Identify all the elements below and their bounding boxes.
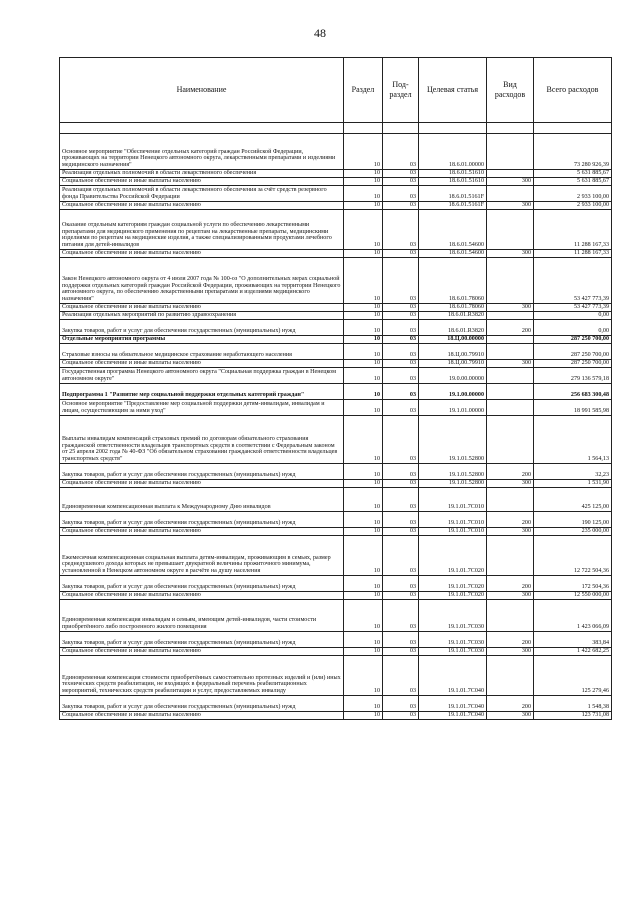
table-row xyxy=(60,592,612,600)
cell-total: 11 288 167,33 xyxy=(534,210,612,250)
cell-total: 12 550 000,00 xyxy=(534,592,612,600)
cell-podrazdel: 03 xyxy=(383,312,419,320)
cell-total: 172 504,36 xyxy=(534,576,612,592)
cell-name: Страховые взносы на обязательное медицинское страхование неработающего населения xyxy=(60,344,344,360)
cell-target-article: 18.6.01.5161F xyxy=(419,186,487,202)
cell-expense-type xyxy=(487,336,534,344)
cell-total: 18 991 585,98 xyxy=(534,400,612,416)
cell-target-article: 18.6.01.R3820 xyxy=(419,320,487,336)
cell-expense-type xyxy=(487,368,534,384)
cell-total: 1 564,13 xyxy=(534,416,612,464)
cell-razdel: 10 xyxy=(344,528,383,536)
table-body xyxy=(60,134,612,720)
cell-razdel: 10 xyxy=(344,480,383,488)
cell-total: 1 423 066,09 xyxy=(534,600,612,632)
cell-target-article: 18.Ц.00.79910 xyxy=(419,360,487,368)
cell-target-article: 19.1.01.7С020 xyxy=(419,576,487,592)
table-row xyxy=(60,632,612,648)
header-row xyxy=(60,58,612,123)
cell-target-article: 18.6.01.54600 xyxy=(419,210,487,250)
cell-expense-type: 200 xyxy=(487,320,534,336)
cell-target-article: 19.1.01.7С040 xyxy=(419,712,487,720)
cell-total: 256 683 300,48 xyxy=(534,384,612,400)
table-row xyxy=(60,400,612,416)
cell-podrazdel: 03 xyxy=(383,512,419,528)
cell-podrazdel: 03 xyxy=(383,304,419,312)
cell-expense-type xyxy=(487,210,534,250)
table-row xyxy=(60,210,612,250)
cell-razdel: 10 xyxy=(344,648,383,656)
cell-name: Социальное обеспечение и иные выплаты населению xyxy=(60,592,344,600)
table-row xyxy=(60,512,612,528)
header-podrazdel: Под- раздел xyxy=(383,58,419,123)
cell-razdel: 10 xyxy=(344,170,383,178)
cell-name: Реализация отдельных полномочий в области лекарственного обеспечения за счёт средств резервного фонда Правительства Российской Федерации xyxy=(60,186,344,202)
header-expense-type: Вид расходов xyxy=(487,58,534,123)
cell-name: Отдельные мероприятия программы xyxy=(60,336,344,344)
cell-expense-type xyxy=(487,258,534,304)
cell-target-article: 19.1.01.7С010 xyxy=(419,528,487,536)
cell-target-article: 18.6.01.78060 xyxy=(419,258,487,304)
cell-podrazdel: 03 xyxy=(383,134,419,170)
cell-expense-type xyxy=(487,186,534,202)
cell-podrazdel: 03 xyxy=(383,696,419,712)
cell-razdel: 10 xyxy=(344,368,383,384)
cell-total: 235 000,00 xyxy=(534,528,612,536)
cell-podrazdel: 03 xyxy=(383,186,419,202)
cell-name: Социальное обеспечение и иные выплаты населению xyxy=(60,648,344,656)
cell-expense-type: 300 xyxy=(487,304,534,312)
cell-target-article: 19.1.01.7С040 xyxy=(419,656,487,696)
header-target-article: Целевая статья xyxy=(419,58,487,123)
table-row xyxy=(60,416,612,464)
cell-razdel: 10 xyxy=(344,210,383,250)
cell-name: Закупка товаров, работ и услуг для обеспечения государственных (муниципальных) нужд xyxy=(60,512,344,528)
cell-podrazdel: 03 xyxy=(383,632,419,648)
cell-target-article: 19.1.01.52800 xyxy=(419,480,487,488)
cell-podrazdel: 03 xyxy=(383,592,419,600)
cell-razdel: 10 xyxy=(344,400,383,416)
cell-expense-type: 200 xyxy=(487,576,534,592)
cell-razdel: 10 xyxy=(344,320,383,336)
cell-podrazdel: 03 xyxy=(383,536,419,576)
cell-total: 279 136 579,18 xyxy=(534,368,612,384)
cell-podrazdel: 03 xyxy=(383,488,419,512)
cell-target-article: 19.1.01.7С010 xyxy=(419,488,487,512)
cell-podrazdel: 03 xyxy=(383,360,419,368)
cell-expense-type: 300 xyxy=(487,250,534,258)
cell-total: 1 548,38 xyxy=(534,696,612,712)
cell-total: 1 422 682,25 xyxy=(534,648,612,656)
cell-target-article: 18.6.01.5161F xyxy=(419,202,487,210)
cell-target-article: 18.6.01.00000 xyxy=(419,134,487,170)
table-row xyxy=(60,528,612,536)
cell-expense-type: 300 xyxy=(487,480,534,488)
cell-target-article: 18.Ц.00.79910 xyxy=(419,344,487,360)
cell-name: Реализация отдельных полномочий в области лекарственного обеспечения xyxy=(60,170,344,178)
cell-podrazdel: 03 xyxy=(383,336,419,344)
cell-target-article: 19.1.01.7С030 xyxy=(419,632,487,648)
cell-podrazdel: 03 xyxy=(383,344,419,360)
cell-expense-type: 200 xyxy=(487,696,534,712)
cell-name: Социальное обеспечение и иные выплаты населению xyxy=(60,304,344,312)
cell-podrazdel: 03 xyxy=(383,258,419,304)
cell-target-article: 18.6.01.51610 xyxy=(419,170,487,178)
cell-razdel: 10 xyxy=(344,592,383,600)
cell-target-article: 19.1.01.7С020 xyxy=(419,592,487,600)
table-row xyxy=(60,250,612,258)
cell-name: Единовременная компенсационная выплата к Международному Дню инвалидов xyxy=(60,488,344,512)
cell-total: 11 288 167,33 xyxy=(534,250,612,258)
cell-expense-type xyxy=(487,344,534,360)
cell-name: Закупка товаров, работ и услуг для обеспечения государственных (муниципальных) нужд xyxy=(60,632,344,648)
cell-podrazdel: 03 xyxy=(383,400,419,416)
cell-target-article: 19.1.01.7С040 xyxy=(419,696,487,712)
table-row xyxy=(60,480,612,488)
table-row xyxy=(60,576,612,592)
cell-razdel: 10 xyxy=(344,344,383,360)
cell-razdel: 10 xyxy=(344,360,383,368)
table-header xyxy=(60,58,612,134)
cell-name: Социальное обеспечение и иные выплаты населению xyxy=(60,250,344,258)
cell-podrazdel: 03 xyxy=(383,648,419,656)
table-row xyxy=(60,368,612,384)
cell-name: Социальное обеспечение и иные выплаты населению xyxy=(60,712,344,720)
cell-expense-type xyxy=(487,656,534,696)
cell-name: Реализация отдельных мероприятий по развитию здравоохранения xyxy=(60,312,344,320)
cell-total: 1 531,90 xyxy=(534,480,612,488)
table-row xyxy=(60,134,612,170)
cell-podrazdel: 03 xyxy=(383,576,419,592)
cell-expense-type xyxy=(487,170,534,178)
table-row xyxy=(60,656,612,696)
cell-expense-type: 300 xyxy=(487,592,534,600)
cell-expense-type: 300 xyxy=(487,528,534,536)
cell-total: 287 250 700,00 xyxy=(534,344,612,360)
cell-expense-type xyxy=(487,312,534,320)
cell-podrazdel: 03 xyxy=(383,416,419,464)
cell-name: Основное мероприятие "Обеспечение отдельных категорий граждан Российской Федерации, проживающих на территории Ненецкого автономного округа, лекарственными препаратами и изделиями медицинского назначения" xyxy=(60,134,344,170)
cell-target-article: 19.1.01.7С020 xyxy=(419,536,487,576)
table-row xyxy=(60,304,612,312)
cell-razdel: 10 xyxy=(344,600,383,632)
cell-total: 383,84 xyxy=(534,632,612,648)
cell-expense-type: 300 xyxy=(487,648,534,656)
cell-podrazdel: 03 xyxy=(383,210,419,250)
cell-total: 32,23 xyxy=(534,464,612,480)
table-row xyxy=(60,712,612,720)
cell-expense-type: 300 xyxy=(487,360,534,368)
cell-name: Закупка товаров, работ и услуг для обеспечения государственных (муниципальных) нужд xyxy=(60,696,344,712)
table-row xyxy=(60,536,612,576)
cell-podrazdel: 03 xyxy=(383,600,419,632)
cell-razdel: 10 xyxy=(344,712,383,720)
cell-razdel: 10 xyxy=(344,696,383,712)
cell-target-article: 18.6.01.54600 xyxy=(419,250,487,258)
cell-total: 0,00 xyxy=(534,320,612,336)
cell-total: 53 427 773,39 xyxy=(534,258,612,304)
spacer-cell xyxy=(383,123,419,134)
table-row xyxy=(60,344,612,360)
cell-expense-type: 300 xyxy=(487,202,534,210)
cell-total: 123 731,08 xyxy=(534,712,612,720)
cell-razdel: 10 xyxy=(344,304,383,312)
cell-expense-type: 300 xyxy=(487,712,534,720)
cell-name: Основное мероприятие "Предоставление мер социальной поддержки детям-инвалидам, инвалидам и лицам, осуществляющим за ними уход" xyxy=(60,400,344,416)
spacer-cell xyxy=(487,123,534,134)
cell-target-article: 19.1.01.7С030 xyxy=(419,648,487,656)
cell-razdel: 10 xyxy=(344,416,383,464)
table-row xyxy=(60,648,612,656)
cell-expense-type xyxy=(487,488,534,512)
cell-total: 5 631 885,67 xyxy=(534,170,612,178)
cell-name: Ежемесячная компенсационная социальная выплата детям-инвалидам, проживающим в семьях, размер среднедушевого дохода которых не превышает двукратной величины прожиточного минимума, установленной в Ненецком автономном округе в расчёте на душу населения xyxy=(60,536,344,576)
cell-target-article: 19.1.01.52800 xyxy=(419,416,487,464)
cell-target-article: 19.1.00.00000 xyxy=(419,384,487,400)
cell-name: Социальное обеспечение и иные выплаты населению xyxy=(60,360,344,368)
table-row xyxy=(60,312,612,320)
table-row xyxy=(60,202,612,210)
table-row xyxy=(60,170,612,178)
cell-target-article: 19.1.01.7С030 xyxy=(419,600,487,632)
budget-table xyxy=(59,57,612,720)
cell-name: Закон Ненецкого автономного округа от 4 июля 2007 года № 100-оз "О дополнительных мерах социальной поддержки отдельных категорий граждан Российской Федерации, проживающих на территории Ненецкого автономного округа, по обеспечению лекарственными препаратами и изделиями медицинского назначения" xyxy=(60,258,344,304)
cell-podrazdel: 03 xyxy=(383,368,419,384)
cell-razdel: 10 xyxy=(344,336,383,344)
spacer-cell xyxy=(60,123,344,134)
cell-total: 12 722 504,36 xyxy=(534,536,612,576)
cell-name: Единовременная компенсация инвалидам и семьям, имеющим детей-инвалидов, части стоимости приобретённого либо построенного жилого помещения xyxy=(60,600,344,632)
cell-name: Закупка товаров, работ и услуг для обеспечения государственных (муниципальных) нужд xyxy=(60,576,344,592)
cell-target-article: 18.6.01.R3820 xyxy=(419,312,487,320)
cell-name: Подпрограмма 1 "Развитие мер социальной поддержки отдельных категорий граждан" xyxy=(60,384,344,400)
cell-total: 2 933 100,00 xyxy=(534,202,612,210)
cell-razdel: 10 xyxy=(344,178,383,186)
table-row xyxy=(60,464,612,480)
cell-expense-type xyxy=(487,384,534,400)
cell-target-article: 18.Ц.00.00000 xyxy=(419,336,487,344)
cell-podrazdel: 03 xyxy=(383,320,419,336)
cell-razdel: 10 xyxy=(344,312,383,320)
cell-total: 287 250 700,00 xyxy=(534,360,612,368)
cell-podrazdel: 03 xyxy=(383,250,419,258)
cell-razdel: 10 xyxy=(344,464,383,480)
cell-razdel: 10 xyxy=(344,656,383,696)
cell-razdel: 10 xyxy=(344,632,383,648)
cell-target-article: 19.1.01.00000 xyxy=(419,400,487,416)
cell-expense-type xyxy=(487,536,534,576)
header-total-expenses: Всего расходов xyxy=(534,58,612,123)
spacer-cell xyxy=(534,123,612,134)
cell-name: Единовременная компенсация стоимости приобретённых самостоятельно протезных изделий и (или) иных технических средств реабилитации, не входящих в федеральный перечень реабилитационных мероприятий, технических средств реабилитации и услуг, предоставляемых инвалиду xyxy=(60,656,344,696)
cell-expense-type xyxy=(487,134,534,170)
cell-name: Социальное обеспечение и иные выплаты населению xyxy=(60,528,344,536)
spacer-cell xyxy=(419,123,487,134)
cell-razdel: 10 xyxy=(344,536,383,576)
cell-target-article: 19.1.01.52800 xyxy=(419,464,487,480)
cell-razdel: 10 xyxy=(344,488,383,512)
cell-razdel: 10 xyxy=(344,202,383,210)
cell-name: Социальное обеспечение и иные выплаты населению xyxy=(60,202,344,210)
cell-total: 53 427 773,39 xyxy=(534,304,612,312)
cell-total: 5 631 885,67 xyxy=(534,178,612,186)
table-row xyxy=(60,186,612,202)
page-number: 48 xyxy=(314,26,326,40)
cell-name: Закупка товаров, работ и услуг для обеспечения государственных (муниципальных) нужд xyxy=(60,464,344,480)
cell-target-article: 18.6.01.78060 xyxy=(419,304,487,312)
cell-podrazdel: 03 xyxy=(383,170,419,178)
cell-target-article: 19.0.00.00000 xyxy=(419,368,487,384)
table-row xyxy=(60,178,612,186)
cell-target-article: 18.6.01.51610 xyxy=(419,178,487,186)
cell-expense-type xyxy=(487,600,534,632)
cell-expense-type xyxy=(487,416,534,464)
cell-podrazdel: 03 xyxy=(383,480,419,488)
cell-name: Государственная программа Ненецкого автономного округа "Социальная поддержка граждан в Ненецком автономном округе" xyxy=(60,368,344,384)
table-row xyxy=(60,360,612,368)
cell-total: 73 280 926,39 xyxy=(534,134,612,170)
cell-total: 0,00 xyxy=(534,312,612,320)
cell-expense-type: 200 xyxy=(487,464,534,480)
cell-podrazdel: 03 xyxy=(383,464,419,480)
cell-razdel: 10 xyxy=(344,250,383,258)
cell-total: 425 125,00 xyxy=(534,488,612,512)
table-row xyxy=(60,488,612,512)
cell-razdel: 10 xyxy=(344,512,383,528)
cell-total: 2 933 100,00 xyxy=(534,186,612,202)
cell-name: Закупка товаров, работ и услуг для обеспечения государственных (муниципальных) нужд xyxy=(60,320,344,336)
cell-name: Социальное обеспечение и иные выплаты населению xyxy=(60,178,344,186)
cell-expense-type: 200 xyxy=(487,632,534,648)
cell-expense-type: 200 xyxy=(487,512,534,528)
cell-total: 125 279,46 xyxy=(534,656,612,696)
table-row xyxy=(60,384,612,400)
cell-podrazdel: 03 xyxy=(383,528,419,536)
spacer-cell xyxy=(344,123,383,134)
cell-name: Оказание отдельным категориям граждан социальной услуги по обеспечению лекарственными препаратами для медицинского применения по рецептам на лекарственные препараты, медицинскими изделиями по рецептам на медицинские изделия, а также специализированными продуктами лечебного питания для детей-инвалидов xyxy=(60,210,344,250)
header-name: Наименование xyxy=(60,58,344,123)
cell-razdel: 10 xyxy=(344,258,383,304)
cell-razdel: 10 xyxy=(344,186,383,202)
table-row xyxy=(60,336,612,344)
table-row xyxy=(60,320,612,336)
header-razdel: Раздел xyxy=(344,58,383,123)
cell-razdel: 10 xyxy=(344,134,383,170)
cell-name: Социальное обеспечение и иные выплаты населению xyxy=(60,480,344,488)
table-row xyxy=(60,696,612,712)
table-row xyxy=(60,258,612,304)
cell-razdel: 10 xyxy=(344,384,383,400)
cell-total: 287 250 700,00 xyxy=(534,336,612,344)
cell-target-article: 19.1.01.7С010 xyxy=(419,512,487,528)
cell-expense-type: 300 xyxy=(487,178,534,186)
cell-name: Выплаты инвалидам компенсаций страховых премий по договорам обязательного страхования гражданской ответственности владельцев транспортных средств в соответствии с Федеральным законом от 25 апреля 2002 года № 40-ФЗ "Об обязательном страховании гражданской ответственности владельцев транспортных средств" xyxy=(60,416,344,464)
cell-podrazdel: 03 xyxy=(383,656,419,696)
table-row xyxy=(60,600,612,632)
header-spacer-row xyxy=(60,123,612,134)
cell-podrazdel: 03 xyxy=(383,202,419,210)
cell-podrazdel: 03 xyxy=(383,384,419,400)
cell-razdel: 10 xyxy=(344,576,383,592)
cell-expense-type xyxy=(487,400,534,416)
cell-total: 190 125,00 xyxy=(534,512,612,528)
cell-podrazdel: 03 xyxy=(383,178,419,186)
cell-podrazdel: 03 xyxy=(383,712,419,720)
